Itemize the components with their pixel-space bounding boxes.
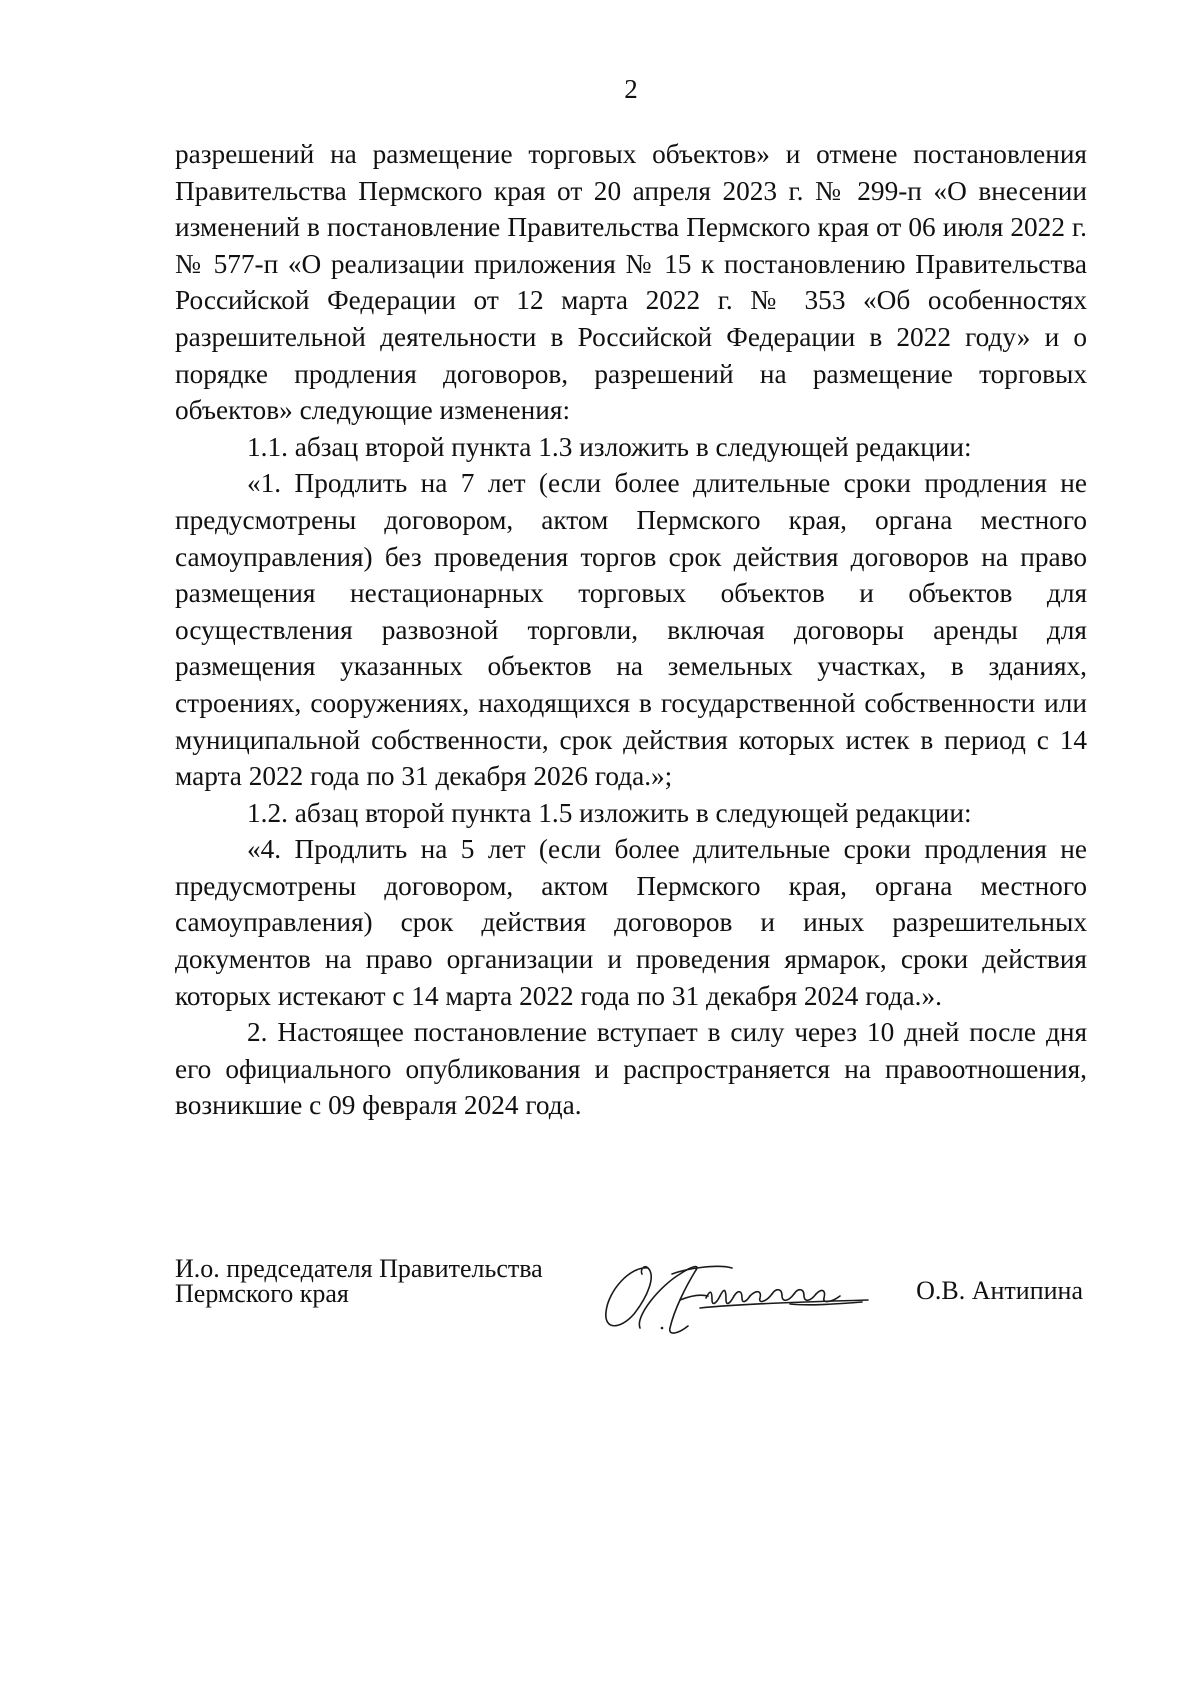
paragraph-quoted-clause-1: «1. Продлить на 7 лет (если более длительные сроки продления не предусмотрены договором, актом Пермского края, органа местного самоуправления) без проведения торгов срок действия договоров на право размещения нестационарных торговых объектов и объектов для осуществления развозной торговли, включая договоры аренды для размещения указанных объектов на земельных участках, в зданиях, строениях, сооружениях, находящихся в государственной собственности или муниципальной собственности, срок действия которых истек в период с 14 марта 2022 года по 31 декабря 2026 года.»;	[175, 468, 1087, 792]
document-body	[175, 136, 1087, 1124]
page-number: 2	[624, 74, 638, 104]
signature-block	[175, 1256, 1087, 1346]
paragraph-amendment-1-2: 1.2. абзац второй пункта 1.5 изложить в следующей редакции:	[247, 797, 972, 828]
paragraph-quoted-clause-4: «4. Продлить на 5 лет (если более длительные сроки продления не предусмотрены договором, актом Пермского края, органа местного самоуправления) срок действия договоров и иных разрешительных документов на право организации и проведения ярмарок, сроки действия которых истекают с 14 марта 2022 года по 31 декабря 2024 года.».	[175, 834, 1087, 1011]
paragraph-effective-date: 2. Настоящее постановление вступает в силу через 10 дней после дня его официального опубликования и распространяется на правоотношения, возникшие с 09 февраля 2024 года.	[175, 1017, 1087, 1121]
signer-title-line-1: И.о. председателя Правительства	[175, 1254, 543, 1283]
paragraph-intro-continuation: разрешений на размещение торговых объектов» и отмене постановления Правительства Пермского края от 20 апреля 2023 г. № 299-п «О внесении изменений в постановление Правительства Пермского края от 06 июля 2022 г. № 577-п «О реализации приложения № 15 к постановлению Правительства Российской Федерации от 12 марта 2022 г. № 353 «Об особенностях разрешительной деятельности в Российской Федерации в 2022 году» и о порядке продления договоров, разрешений на размещение торговых объектов» следующие изменения:	[175, 139, 1087, 426]
paragraph-amendment-1-1: 1.1. абзац второй пункта 1.3 изложить в следующей редакции:	[247, 431, 972, 462]
signer-name: О.В. Антипина	[916, 1276, 1083, 1305]
handwritten-signature	[600, 1246, 900, 1341]
signer-title-line-2: Пермского края	[175, 1279, 349, 1308]
signer-title	[175, 1256, 543, 1306]
